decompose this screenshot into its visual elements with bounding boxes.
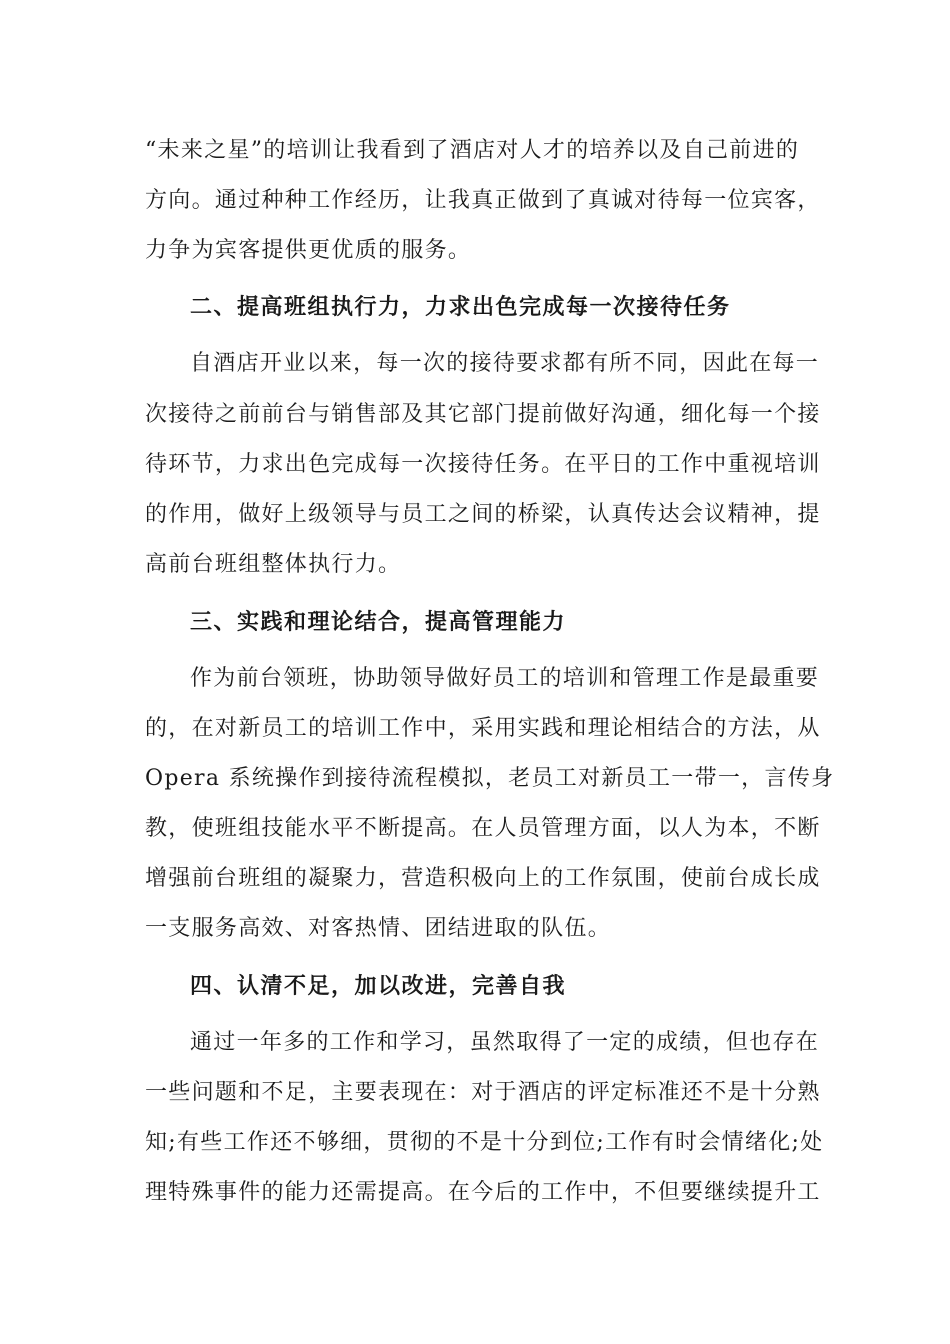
paragraph-line: 教，使班组技能水平不断提高。在人员管理方面，以人为本，不断: [145, 816, 821, 841]
paragraph-line: “未来之星”的培训让我看到了酒店对人才的培养以及自己前进的: [145, 138, 800, 163]
paragraph-line: 待环节，力求出色完成每一次接待任务。在平日的工作中重视培训: [145, 452, 821, 477]
paragraph-line: 自酒店开业以来，每一次的接待要求都有所不同，因此在每一: [190, 351, 820, 376]
section-heading-2: 二、提高班组执行力，力求出色完成每一次接待任务: [190, 294, 731, 320]
paragraph-line: 方向。通过种种工作经历，让我真正做到了真诚对待每一位宾客，: [145, 188, 821, 213]
paragraph-line: 力争为宾客提供更优质的服务。: [145, 238, 472, 263]
paragraph-line: Opera 系统操作到接待流程模拟，老员工对新员工一带一，言传身: [145, 766, 835, 791]
paragraph-line: 知;有些工作还不够细，贯彻的不是十分到位;工作有时会情绪化;处: [145, 1130, 824, 1155]
paragraph-line: 一支服务高效、对客热情、团结进取的队伍。: [145, 916, 612, 941]
section-heading-3: 三、实践和理论结合，提高管理能力: [190, 609, 567, 635]
paragraph-line: 作为前台领班，协助领导做好员工的培训和管理工作是最重要: [190, 666, 820, 691]
paragraph-line: 理特殊事件的能力还需提高。在今后的工作中，不但要继续提升工: [145, 1180, 821, 1205]
paragraph-line: 的作用，做好上级领导与员工之间的桥梁，认真传达会议精神，提: [145, 502, 821, 527]
paragraph-line: 次接待之前前台与销售部及其它部门提前做好沟通，细化每一个接: [145, 402, 821, 427]
paragraph-line: 通过一年多的工作和学习，虽然取得了一定的成绩，但也存在: [190, 1030, 820, 1055]
paragraph-line: 增强前台班组的凝聚力，营造积极向上的工作氛围，使前台成长成: [145, 866, 821, 891]
section-heading-4: 四、认清不足，加以改进，完善自我: [190, 973, 567, 999]
paragraph-line: 高前台班组整体执行力。: [145, 552, 402, 577]
paragraph-line: 一些问题和不足，主要表现在：对于酒店的评定标准还不是十分熟: [145, 1080, 821, 1105]
paragraph-line: 的，在对新员工的培训工作中，采用实践和理论相结合的方法，从: [145, 716, 821, 741]
